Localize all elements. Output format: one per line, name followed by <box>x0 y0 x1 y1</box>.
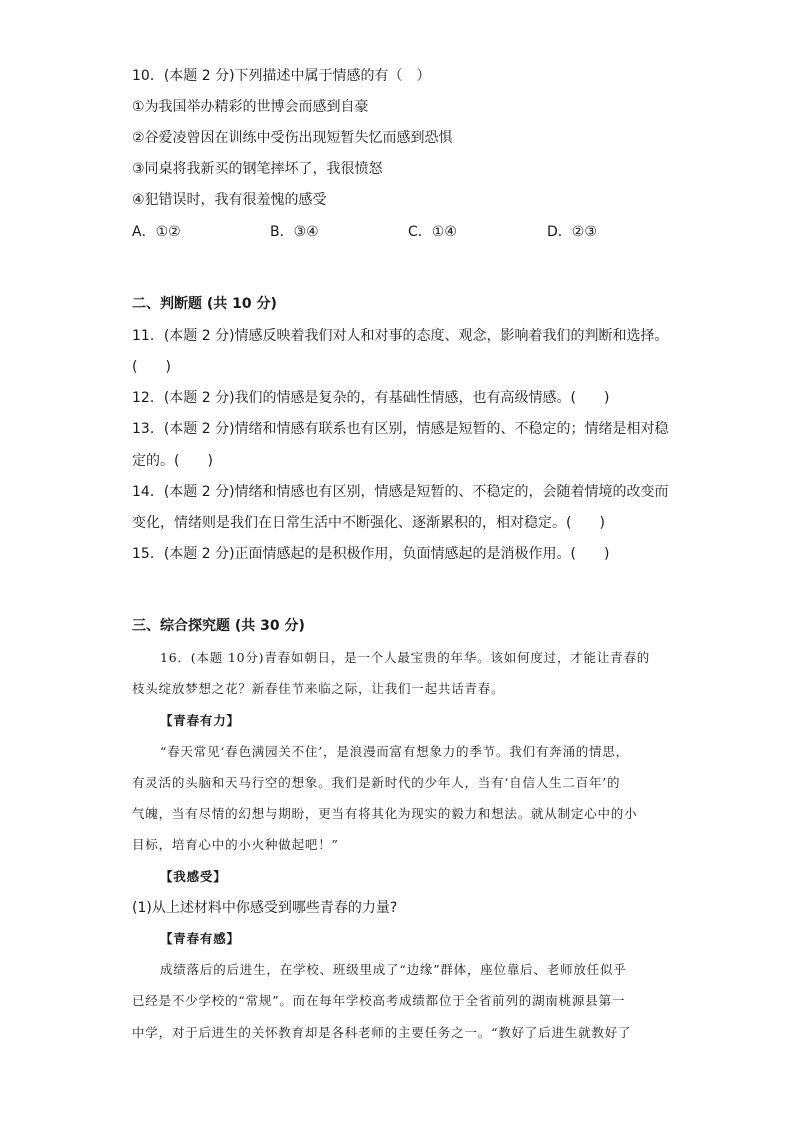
q16-line-2: 枝头绽放梦想之花？新春佳节来临之际，让我们一起共话青春。 <box>132 681 505 696</box>
heading-qingchun-youli: 【青春有力】 <box>160 713 240 728</box>
q11-line-2: ( ) <box>132 359 171 375</box>
q14-line-2: 变化，情绪则是我们在日常生活中不断强化、逐渐累积的，相对稳定。( ) <box>132 515 605 531</box>
heading-wo-ganshou: 【我感受】 <box>160 869 227 884</box>
para1-line-4: 目标，培育心中的小火种做起吧！” <box>132 837 339 852</box>
para2-line-1: 成绩落后的后进生，在学校、班级里成了“边缘”群体，座位靠后、老师放任似乎 <box>160 962 627 977</box>
para2-line-2: 已经是不少学校的“常规”。而在每年学校高考成绩都位于全省前列的湖南桃源县第一 <box>132 993 626 1008</box>
para1-line-2: 有灵活的头脑和天马行空的想象。我们是新时代的少年人，当有‘自信人生二百年’的 <box>132 775 621 790</box>
para1-line-3: 气魄，当有尽情的幻想与期盼，更当有将其化为现实的毅力和想法。就从制定心中的小 <box>132 806 638 821</box>
q10-item-4: ④犯错误时，我有很羞愧的感受 <box>132 192 327 208</box>
q10-item-2: ②谷爱凌曾因在训练中受伤出现短暂失忆而感到恐惧 <box>132 130 453 146</box>
heading-qingchun-yougan: 【青春有感】 <box>160 931 240 946</box>
q13-line-1: 13．(本题 2 分)情绪和情感有联系也有区别，情感是短暂的、不稳定的；情绪是相对稳 <box>132 421 669 437</box>
q15-line: 15．(本题 2 分)正面情感起的是积极作用，负面情感起的是消极作用。( ) <box>132 546 610 562</box>
q12-line: 12．(本题 2 分)我们的情感是复杂的，有基础性情感，也有高级情感。( ) <box>132 390 610 406</box>
section-2-title: 二、判断题 (共 10 分) <box>132 296 277 312</box>
para2-line-3: 中学，对于后进生的关怀教育却是各科老师的主要任务之一。“教好了后进生就教好了 <box>132 1025 632 1040</box>
para1-line-1: “春天常见‘春色满园关不住’，是浪漫而富有想象力的季节。我们有奔涌的情思， <box>160 744 629 759</box>
sub-question-1: (1)从上述材料中你感受到哪些青春的力量? <box>132 900 398 916</box>
q10-item-3: ③同桌将我新买的钢笔摔坏了，我很愤怒 <box>132 161 383 177</box>
q10-option-a: A．①② <box>132 224 181 240</box>
q10-option-d: D．②③ <box>547 224 597 240</box>
q10-option-b: B．③④ <box>270 224 319 240</box>
q10-stem: 10．(本题 2 分)下列描述中属于情感的有（ ） <box>132 68 431 84</box>
q16-line-1: 16．(本题 10分)青春如朝日，是一个人最宝贵的年华。该如何度过，才能让青春的 <box>160 650 651 665</box>
q10-item-1: ①为我国举办精彩的世博会而感到自豪 <box>132 99 369 115</box>
section-3-title: 三、综合探究题 (共 30 分) <box>132 618 305 634</box>
q11-line-1: 11．(本题 2 分)情感反映着我们对人和对事的态度、观念，影响着我们的判断和选择。 <box>132 328 669 344</box>
q14-line-1: 14．(本题 2 分)情绪和情感也有区别，情感是短暂的、不稳定的，会随着情境的改变而 <box>132 484 669 500</box>
q13-line-2: 定的。( ) <box>132 453 213 469</box>
q10-option-c: C．①④ <box>408 224 457 240</box>
